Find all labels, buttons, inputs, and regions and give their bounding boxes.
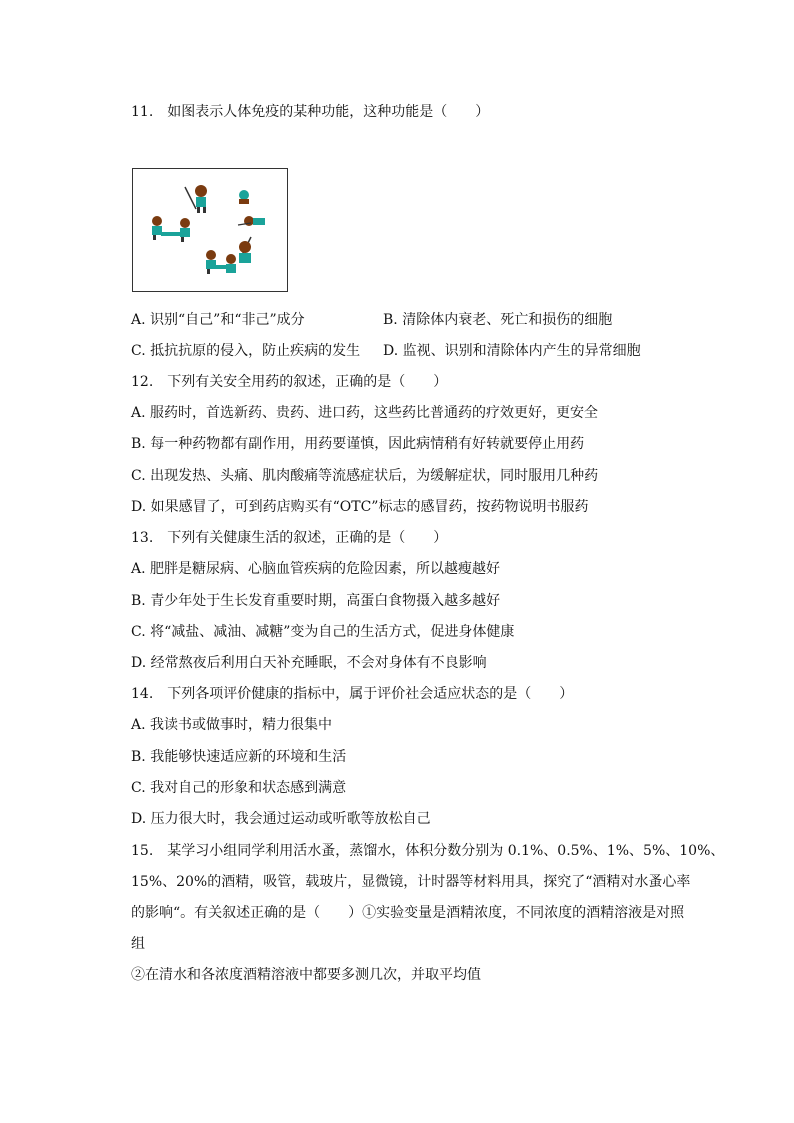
q13-stem-line bbox=[131, 528, 447, 548]
q12-option-a: A. 服药时，首选新药、贵药、进口药，这些药比普通药的疗效更好，更安全 bbox=[131, 405, 599, 421]
q11-option-c: C. 抵抗抗原的侵入，防止疾病的发生 bbox=[131, 343, 361, 359]
q15-line-1 bbox=[131, 841, 724, 861]
question-text: 某学习小组同学利用活水蚤，蒸馏水，体积分数分别为 0.1%、0.5%、1%、5%、10%、 bbox=[167, 843, 725, 859]
q14-option-b: B. 我能够快速适应新的环境和生活 bbox=[131, 749, 347, 765]
q12-option-b: B. 每一种药物都有副作用，用药要谨慎，因此病情稍有好转就要停止用药 bbox=[131, 436, 585, 452]
q14-option-c: C. 我对自己的形象和状态感到满意 bbox=[131, 780, 347, 796]
q13-option-a: A. 肥胖是糖尿病、心脑血管疾病的危险因素，所以越瘦越好 bbox=[131, 561, 501, 577]
q11-option-d: D. 监视、识别和清除体内产生的异常细胞 bbox=[383, 343, 641, 359]
question-stem: 下列各项评价健康的指标中，属于评价社会适应状态的是（ ） bbox=[167, 686, 574, 702]
q11-stem-line bbox=[131, 102, 489, 122]
immune-function-figure bbox=[132, 168, 288, 292]
q12-option-d: D. 如果感冒了，可到药店购买有“OTC”标志的感冒药，按药物说明书服药 bbox=[131, 499, 589, 515]
q15-line-3: 的影响“。有关叙述正确的是（ ）①实验变量是酒精浓度，不同浓度的酒精溶液是对照 bbox=[131, 905, 685, 921]
q12-stem-line bbox=[131, 372, 447, 392]
question-number: 13. bbox=[131, 530, 154, 546]
question-stem: 下列有关健康生活的叙述，正确的是（ ） bbox=[167, 530, 448, 546]
question-number: 15. bbox=[131, 843, 154, 859]
question-number: 11. bbox=[131, 104, 154, 120]
q11-option-b: B. 清除体内衰老、死亡和损伤的细胞 bbox=[383, 312, 613, 328]
q12-option-c: C. 出现发热、头痛、肌肉酸痛等流感症状后，为缓解症状，同时服用几种药 bbox=[131, 468, 599, 484]
q13-option-b: B. 青少年处于生长发育重要时期，高蛋白食物摄入越多越好 bbox=[131, 593, 501, 609]
question-number: 12. bbox=[131, 374, 154, 390]
q14-stem-line bbox=[131, 684, 573, 704]
q13-option-c: C. 将“减盐、减油、减糖”变为自己的生活方式，促进身体健康 bbox=[131, 624, 515, 640]
q15-line-2: 15%、20%的酒精，吸管，载玻片，显微镜，计时器等材料用具，探究了“酒精对水蚤心率 bbox=[131, 874, 691, 890]
q13-option-d: D. 经常熬夜后利用白天补充睡眠，不会对身体有不良影响 bbox=[131, 655, 487, 671]
question-number: 14. bbox=[131, 686, 154, 702]
q15-line-4: 组 bbox=[131, 936, 145, 952]
question-stem: 如图表示人体免疫的某种功能，这种功能是（ ） bbox=[167, 104, 490, 120]
question-stem: 下列有关安全用药的叙述，正确的是（ ） bbox=[167, 374, 448, 390]
q14-option-d: D. 压力很大时，我会通过运动或听歌等放松自己 bbox=[131, 811, 431, 827]
q11-option-a: A. 识别“自己”和“非己”成分 bbox=[131, 312, 305, 328]
q14-option-a: A. 我读书或做事时，精力很集中 bbox=[131, 717, 333, 733]
immune-cells-soldiers-illustration-icon bbox=[133, 169, 289, 293]
q15-line-5: ②在清水和各浓度酒精溶液中都要多测几次，并取平均值 bbox=[131, 967, 481, 983]
